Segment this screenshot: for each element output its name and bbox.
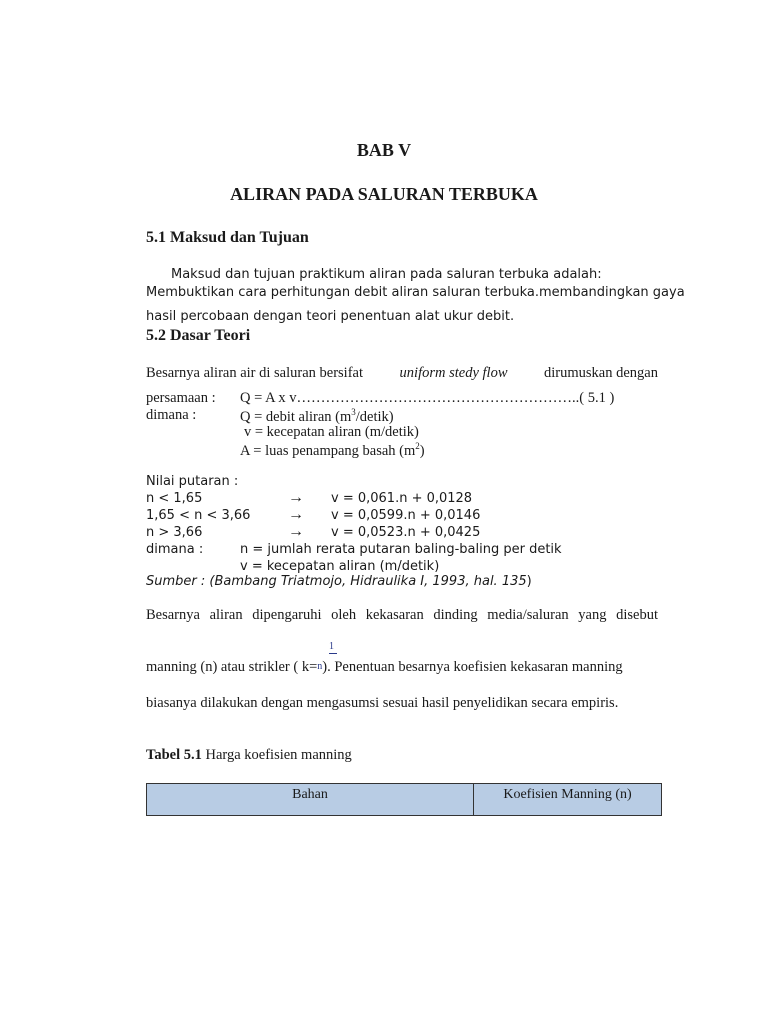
- equation: Q = A x v…………………………………………………..( 5.1 ): [240, 390, 615, 406]
- definition-v: v = kecepatan aliran (m/detik): [240, 559, 440, 574]
- definition-n: n = jumlah rerata putaran baling-baling per detik: [240, 542, 562, 557]
- chapter-title: ALIRAN PADA SALURAN TERBUKA: [230, 184, 538, 204]
- paragraph-line: hasil percobaan dengan teori penentuan alat ukur debit.: [146, 309, 515, 324]
- text-span: [146, 659, 623, 676]
- text-span: /detik): [355, 408, 394, 425]
- source-citation: [146, 574, 532, 589]
- text-span: Q = debit aliran (m: [240, 408, 352, 425]
- section-number: 5.1: [146, 229, 166, 246]
- paragraph-line: Maksud dan tujuan praktikum aliran pada saluran terbuka adalah:: [171, 267, 602, 282]
- equation-label: persamaan :: [146, 390, 216, 406]
- text-span: ): [419, 442, 425, 459]
- paragraph-line: [146, 659, 658, 676]
- superscript: 2: [415, 441, 420, 451]
- citation-close: ): [526, 574, 532, 589]
- paragraph-line: Membuktikan cara perhitungan debit aliran saluran terbuka.membandingkan gaya: [146, 285, 685, 300]
- superscript: 3: [351, 407, 356, 417]
- text-span: manning (n) atau strikler ( k=: [146, 659, 318, 675]
- fraction-numerator: 1: [329, 641, 334, 652]
- definition-q: [240, 407, 394, 426]
- section-5-1-heading: [146, 229, 309, 247]
- condition-3: n > 3,66: [146, 525, 203, 540]
- table-header-row: [147, 784, 662, 816]
- definition-v: v = kecepatan aliran (m/detik): [244, 424, 419, 440]
- arrow-icon: →: [288, 506, 304, 523]
- formula-1: v = 0,061.n + 0,0128: [331, 491, 473, 506]
- definition-a: [240, 441, 425, 460]
- condition-1: n < 1,65: [146, 491, 203, 506]
- arrow-icon: →: [288, 523, 304, 540]
- manning-table: [146, 783, 662, 816]
- caption-text: Harga koefisien manning: [201, 747, 352, 763]
- caption-label: Tabel 5.1: [146, 747, 202, 763]
- paragraph-line: [146, 365, 658, 382]
- italic-term: uniform stedy flow: [399, 365, 508, 381]
- fraction-denominator: n: [317, 661, 323, 672]
- paragraph-line: Besarnya aliran dipengaruhi oleh kekasaran dinding media/saluran yang disebut: [146, 607, 658, 623]
- text-span: A = luas penampang basah (m: [240, 442, 416, 459]
- column-header-bahan: Bahan: [147, 784, 474, 816]
- dimana-label: dimana :: [146, 407, 197, 423]
- text-span: Besarnya aliran air di saluran bersifat: [146, 365, 364, 381]
- condition-2: 1,65 < n < 3,66: [146, 508, 251, 523]
- table-caption: [146, 747, 352, 764]
- arrow-icon: →: [288, 489, 304, 506]
- fraction-bar: [329, 653, 337, 654]
- nilai-putaran-label: Nilai putaran :: [146, 474, 239, 489]
- paragraph-line: biasanya dilakukan dengan mengasumsi sesuai hasil penyelidikan secara empiris.: [146, 695, 619, 711]
- text-span: dirumuskan dengan: [544, 365, 658, 381]
- citation-text: Sumber : (Bambang Triatmojo, Hidraulika I, 1993, hal. 135: [146, 574, 527, 589]
- dimana-label: dimana :: [146, 542, 204, 557]
- text-span: ). Penentuan besarnya koefisien kekasaran manning: [322, 659, 623, 675]
- formula-2: v = 0,0599.n + 0,0146: [331, 508, 481, 523]
- section-title: Maksud dan Tujuan: [170, 229, 309, 246]
- section-5-2-heading: 5.2 Dasar Teori: [146, 327, 251, 344]
- column-header-koefisien: Koefisien Manning (n): [474, 784, 662, 816]
- chapter-label: BAB V: [356, 140, 412, 160]
- formula-3: v = 0,0523.n + 0,0425: [331, 525, 481, 540]
